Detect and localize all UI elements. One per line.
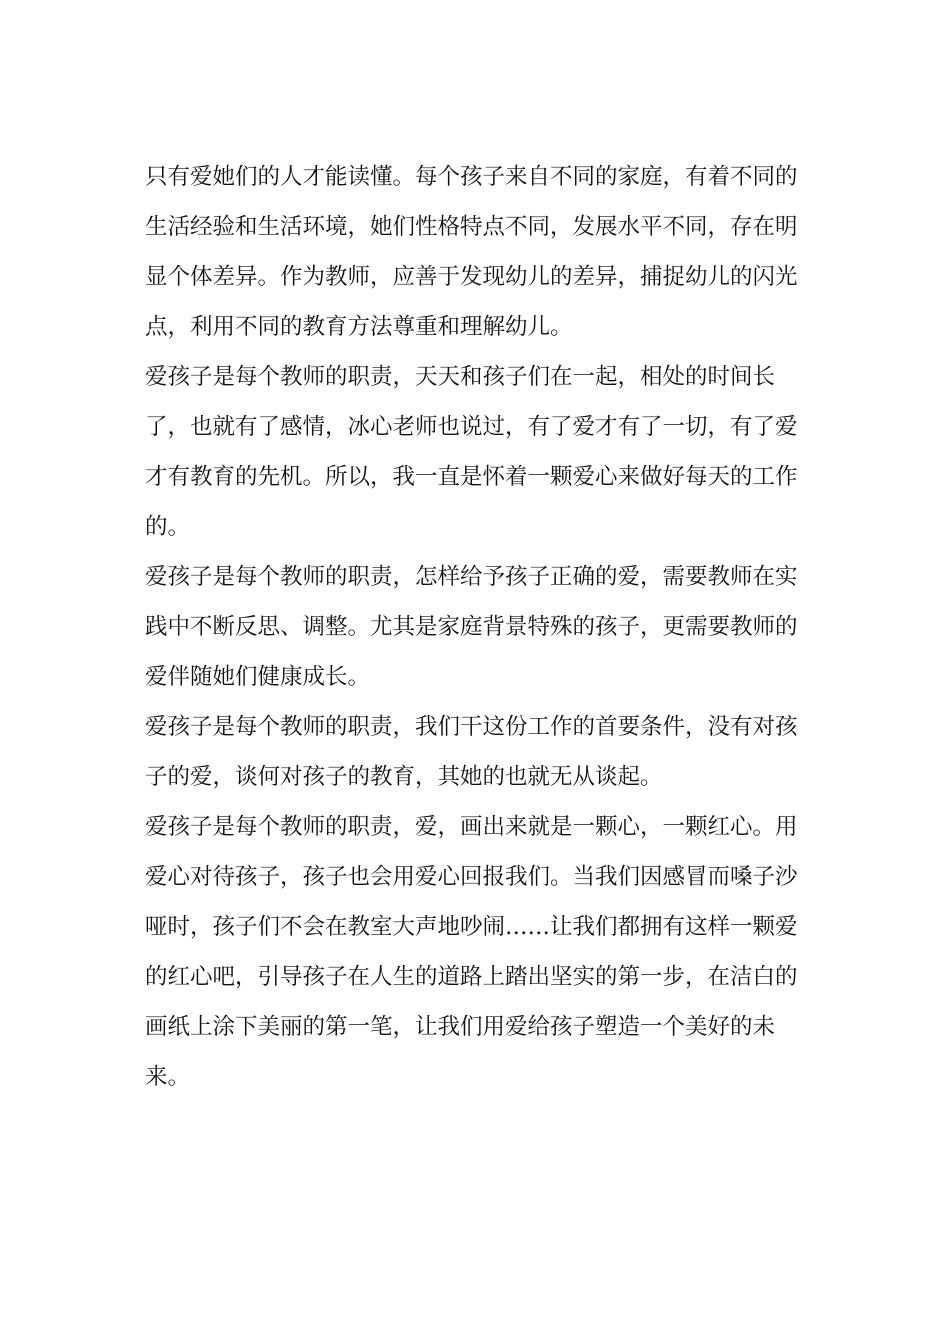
text-line: 的。 [145,514,191,540]
document-page [145,152,798,1102]
text-line: 爱孩子是每个教师的职责，天天和孩子们在一起，相处的时间长 [145,364,776,390]
paragraph-4 [145,702,798,802]
text-line: 爱心对待孩子，孩子也会用爱心回报我们。当我们因感冒而嗓子沙 [145,864,798,890]
text-line: 点，利用不同的教育方法尊重和理解幼儿。 [145,314,573,340]
text-line: 爱孩子是每个教师的职责，怎样给予孩子正确的爱，需要教师在实 [145,564,798,590]
text-line: 的红心吧，引导孩子在人生的道路上踏出坚实的第一步，在洁白的 [145,964,798,990]
text-line: 践中不断反思、调整。尤其是家庭背景特殊的孩子，更需要教师的 [145,614,798,640]
paragraph-2 [145,352,798,552]
text-line: 显个体差异。作为教师，应善于发现幼儿的差异，捕捉幼儿的闪光 [145,264,798,290]
text-line: 才有教育的先机。所以，我一直是怀着一颗爱心来做好每天的工作 [145,464,798,490]
text-line: 只有爱她们的人才能读懂。每个孩子来自不同的家庭，有着不同的 [145,164,798,190]
paragraph-5 [145,802,798,1102]
text-line: 子的爱，谈何对孩子的教育，其她的也就无从谈起。 [145,764,663,790]
text-line: 哑时，孩子们不会在教室大声地吵闹……让我们都拥有这样一颗爱 [145,914,798,940]
paragraph-3 [145,552,798,702]
text-line: 爱孩子是每个教师的职责，爱，画出来就是一颗心，一颗红心。用 [145,814,798,840]
text-line: 生活经验和生活环境，她们性格特点不同，发展水平不同，存在明 [145,214,798,240]
paragraph-1 [145,152,798,352]
text-line: 了，也就有了感情，冰心老师也说过，有了爱才有了一切，有了爱 [145,414,798,440]
text-line: 爱伴随她们健康成长。 [145,664,371,690]
text-line: 画纸上涂下美丽的第一笔，让我们用爱给孩子塑造一个美好的未 [145,1014,776,1040]
text-line: 来。 [145,1064,191,1090]
text-line: 爱孩子是每个教师的职责，我们干这份工作的首要条件，没有对孩 [145,714,798,740]
